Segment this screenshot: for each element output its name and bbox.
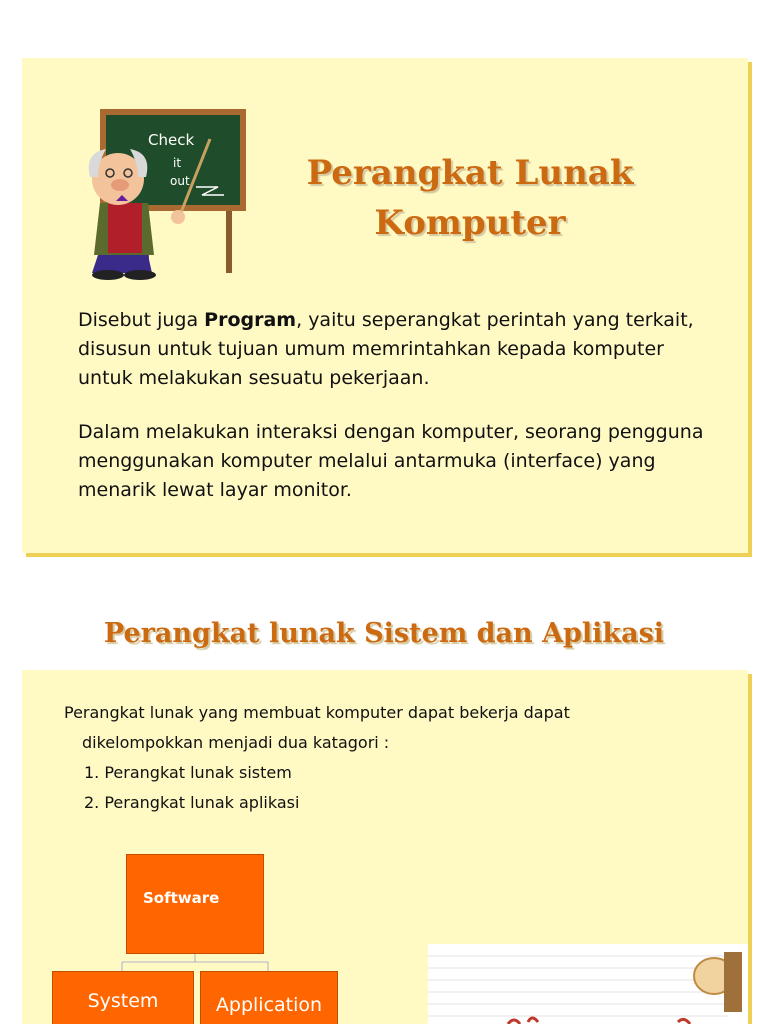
p1-lead: Disebut juga: [78, 309, 205, 331]
title-line-2: Komputer: [374, 203, 566, 243]
chalk-text-1: Check: [148, 131, 195, 149]
list-item: 1. Perangkat lunak sistem: [84, 763, 292, 782]
notebook-clipart: [428, 944, 748, 1024]
intro-line-2: dikelompokkan menjadi dua katagori :: [82, 733, 390, 752]
paragraph-interface: Dalam melakukan interaksi dengan komputer, seorang pengguna menggunakan komputer melalui antarmuka (interface) yang menarik lewat layar monitor.: [78, 421, 704, 501]
chalk-text-2: it: [173, 156, 182, 170]
intro-line-1: Perangkat lunak yang membuat komputer dapat bekerja dapat: [64, 703, 570, 722]
diagram-box-application: Application: [200, 971, 338, 1024]
chalk-text-3: out: [170, 174, 190, 188]
diagram-box-system: System: [52, 971, 194, 1024]
diagram-box-software: Software: [126, 854, 264, 954]
list-item: 2. Perangkat lunak aplikasi: [84, 793, 300, 812]
slide-2-title: Perangkat lunak Sistem dan Aplikasi: [103, 618, 665, 649]
title-line-1: Perangkat Lunak: [306, 153, 634, 193]
p1-bold-term: Program: [204, 309, 297, 331]
p1-rest: , yaitu seperangkat perintah yang terkait, disusun untuk tujuan umum memrintahkan kepada komputer untuk melakukan sesuatu pekerjaan.: [78, 309, 694, 389]
